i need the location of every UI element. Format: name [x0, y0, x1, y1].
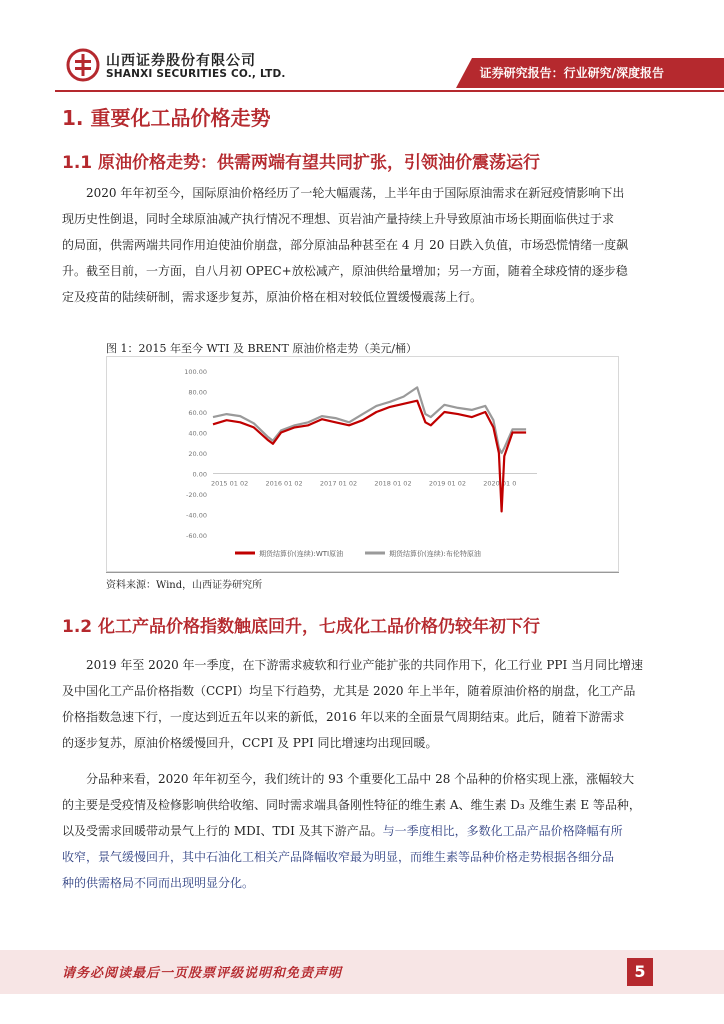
y-tick-label: -60.00	[186, 532, 207, 540]
chart-svg	[107, 357, 618, 571]
page-header	[0, 0, 724, 92]
y-tick-label: 100.00	[184, 368, 207, 376]
page-number: 5	[627, 958, 653, 986]
report-type-label: 证券研究报告：行业研究/深度报告	[479, 66, 664, 80]
section-1-title: 1. 重要化工品价格走势	[62, 106, 271, 130]
paragraph-line: 价格指数急速下行，一度达到近五年以来的新低，2016 年以来的全面景气周期结束。此后，随着下游需求	[62, 710, 625, 724]
y-tick-label: 20.00	[188, 450, 207, 458]
company-logo-icon	[66, 48, 100, 82]
y-tick-label: 80.00	[188, 388, 207, 397]
y-tick-label: 60.00	[188, 409, 207, 417]
paragraph-line: 的主要是受疫情及检修影响供给收缩、同时需求端具备刚性特征的维生素 A、维生素 D₃ 及维生素 E 等品种，	[62, 798, 641, 812]
paragraph-text: 以及受需求回暖带动景气上行的 MDI、TDI 及其下游产品。	[62, 824, 383, 838]
section-1-2-paragraph-1	[62, 652, 662, 756]
figure-title: 图 1：2015 年至今 WTI 及 BRENT 原油价格走势（美元/桶）	[106, 342, 418, 355]
highlighted-text: 与一季度相比，多数化工品产品价格降幅有所	[382, 824, 623, 838]
x-tick-label: 2020 01 0	[483, 479, 517, 488]
x-tick-label: 2019 01 02	[428, 479, 467, 488]
paragraph-line: 2019 年至 2020 年一季度，在下游需求疲软和行业产能扩张的共同作用下，化工行业 PPI 当月同比增速	[86, 658, 644, 672]
series-line-wti	[213, 401, 526, 512]
y-tick-label: 40.00	[188, 429, 207, 438]
company-name-en: SHANXI SECURITIES CO., LTD.	[106, 68, 286, 80]
x-tick-label: 2015 01 02	[211, 479, 249, 488]
paragraph-line: 升。截至目前，一方面，自八月初 OPEC+放松减产，原油供给量增加；另一方面，随着全球疫情的逐步稳	[62, 264, 628, 278]
paragraph-line	[62, 818, 662, 844]
x-tick-label: 2017 01 02	[319, 479, 358, 488]
oil-price-chart	[106, 356, 619, 572]
x-tick-label: 2018 01 02	[374, 479, 412, 488]
x-tick-label: 2016 01 02	[265, 479, 303, 488]
legend-label: 期货结算价(连续):WTI原油	[259, 550, 344, 558]
figure-source: 资料来源：Wind，山西证券研究所	[106, 580, 263, 591]
paragraph-line: 2020 年年初至今，国际原油价格经历了一轮大幅震荡，上半年由于国际原油需求在新冠疫情影响下出	[86, 186, 625, 200]
section-1-1-title: 1.1 原油价格走势：供需两端有望共同扩张，引领油价震荡运行	[62, 153, 541, 173]
company-name-cn: 山西证券股份有限公司	[106, 53, 256, 69]
figure-divider	[106, 572, 619, 573]
paragraph-line: 现历史性倒退，同时全球原油减产执行情况不理想、页岩油产量持续上升导致原油市场长期面临供过于求	[62, 212, 615, 226]
paragraph-line: 的逐步复苏，原油价格缓慢回升，CCPI 及 PPI 同比增速均出现回暖。	[62, 736, 438, 750]
highlighted-line: 收窄，景气缓慢回升，其中石油化工相关产品降幅收窄最为明显，而维生素等品种价格走势根据各细分品	[62, 850, 615, 864]
paragraph-line: 定及疫苗的陆续研制，需求逐步复苏，原油价格在相对较低位置缓慢震荡上行。	[62, 290, 483, 304]
footer-disclaimer: 请务必阅读最后一页股票评级说明和免责声明	[62, 966, 343, 981]
legend-label: 期货结算价(连续):布伦特原油	[389, 550, 481, 558]
y-tick-label: 0.00	[192, 470, 207, 479]
y-tick-label: -20.00	[186, 491, 207, 499]
section-1-2-title: 1.2 化工产品价格指数触底回升，七成化工品价格仍较年初下行	[62, 617, 541, 637]
y-tick-label: -40.00	[186, 511, 207, 520]
section-1-1-paragraph	[62, 180, 662, 310]
section-1-2-paragraph-2	[62, 766, 662, 896]
paragraph-line: 及中国化工产品价格指数（CCPI）均呈下行趋势，尤其是 2020 年上半年，随着原油价格的崩盘，化工产品	[62, 684, 636, 698]
header-divider	[55, 90, 724, 92]
paragraph-line: 分品种来看，2020 年年初至今，我们统计的 93 个重要化工品中 28 个品种的价格实现上涨，涨幅较大	[86, 772, 635, 786]
series-line-brent	[213, 387, 526, 453]
highlighted-line: 种的供需格局不同而出现明显分化。	[62, 876, 255, 890]
paragraph-line: 的局面，供需两端共同作用迫使油价崩盘，部分原油品种甚至在 4 月 20 日跌入负值，市场恐慌情绪一度飙	[62, 238, 629, 252]
